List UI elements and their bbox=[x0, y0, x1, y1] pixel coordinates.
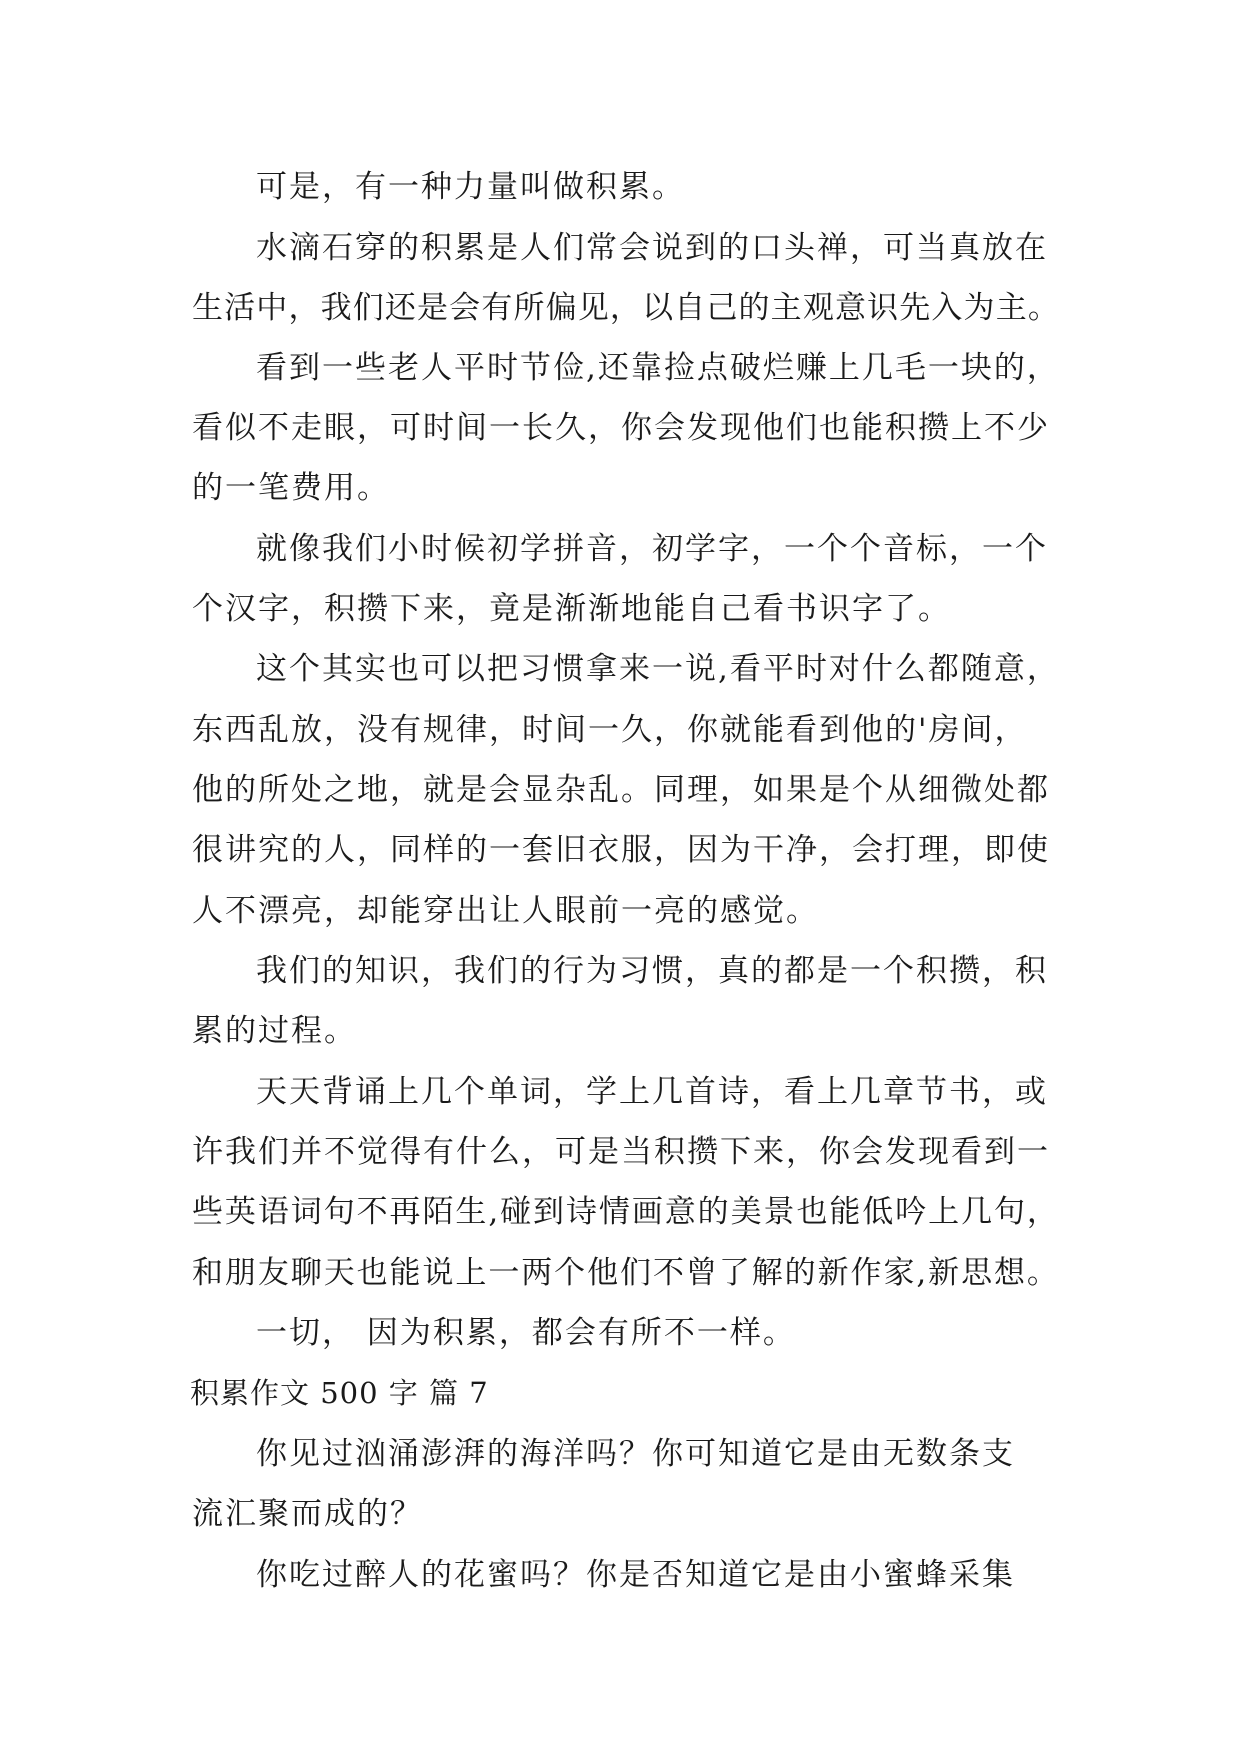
paragraph-line: 他的所处之地，就是会显杂乱。同理，如果是个从细微处都 bbox=[192, 772, 1050, 808]
paragraph-line: 就像我们小时候初学拼音，初学字，一个个音标，一个 bbox=[256, 531, 1048, 567]
paragraph-line: 个汉字，积攒下来，竟是渐渐地能自己看书识字了。 bbox=[192, 591, 951, 627]
paragraph-line: 看似不走眼，可时间一长久，你会发现他们也能积攒上不少 bbox=[192, 410, 1050, 446]
section-heading: 积累作文 500 字 篇 7 bbox=[190, 1376, 489, 1410]
paragraph-line: 和朋友聊天也能说上一两个他们不曾了解的新作家,新思想。 bbox=[192, 1255, 1060, 1291]
paragraph-line: 水滴石穿的积累是人们常会说到的口头禅，可当真放在 bbox=[256, 230, 1048, 266]
paragraph-line: 天天背诵上几个单词，学上几首诗，看上几章节书，或 bbox=[256, 1074, 1048, 1110]
paragraph-line: 这个其实也可以把习惯拿来一说,看平时对什么都随意， bbox=[256, 651, 1060, 687]
paragraph-line: 我们的知识，我们的行为习惯，真的都是一个积攒，积 bbox=[256, 953, 1048, 989]
paragraph-line: 流汇聚而成的？ bbox=[192, 1496, 423, 1532]
paragraph-line: 许我们并不觉得有什么，可是当积攒下来，你会发现看到一 bbox=[192, 1134, 1050, 1170]
paragraph-line: 你吃过醉人的花蜜吗？你是否知道它是由小蜜蜂采集 bbox=[256, 1557, 1015, 1593]
paragraph-line: 东西乱放，没有规律，时间一久，你就能看到他的'房间， bbox=[192, 712, 1028, 748]
paragraph-line: 一切， 因为积累，都会有所不一样。 bbox=[256, 1315, 796, 1351]
paragraph-line: 累的过程。 bbox=[192, 1013, 357, 1049]
paragraph-line: 的一笔费用。 bbox=[192, 470, 390, 506]
paragraph-line: 生活中，我们还是会有所偏见，以自己的主观意识先入为主。 bbox=[192, 290, 1060, 326]
paragraph-line: 很讲究的人，同样的一套旧衣服，因为干净，会打理，即使 bbox=[192, 832, 1050, 868]
paragraph-line: 可是，有一种力量叫做积累。 bbox=[256, 169, 685, 205]
paragraph-line: 你见过汹涌澎湃的海洋吗？你可知道它是由无数条支 bbox=[256, 1436, 1015, 1472]
paragraph-line: 些英语词句不再陌生,碰到诗情画意的美景也能低吟上几句， bbox=[192, 1194, 1060, 1230]
paragraph-line: 人不漂亮，却能穿出让人眼前一亮的感觉。 bbox=[192, 893, 819, 929]
paragraph-line: 看到一些老人平时节俭,还靠捡点破烂赚上几毛一块的， bbox=[256, 350, 1060, 386]
